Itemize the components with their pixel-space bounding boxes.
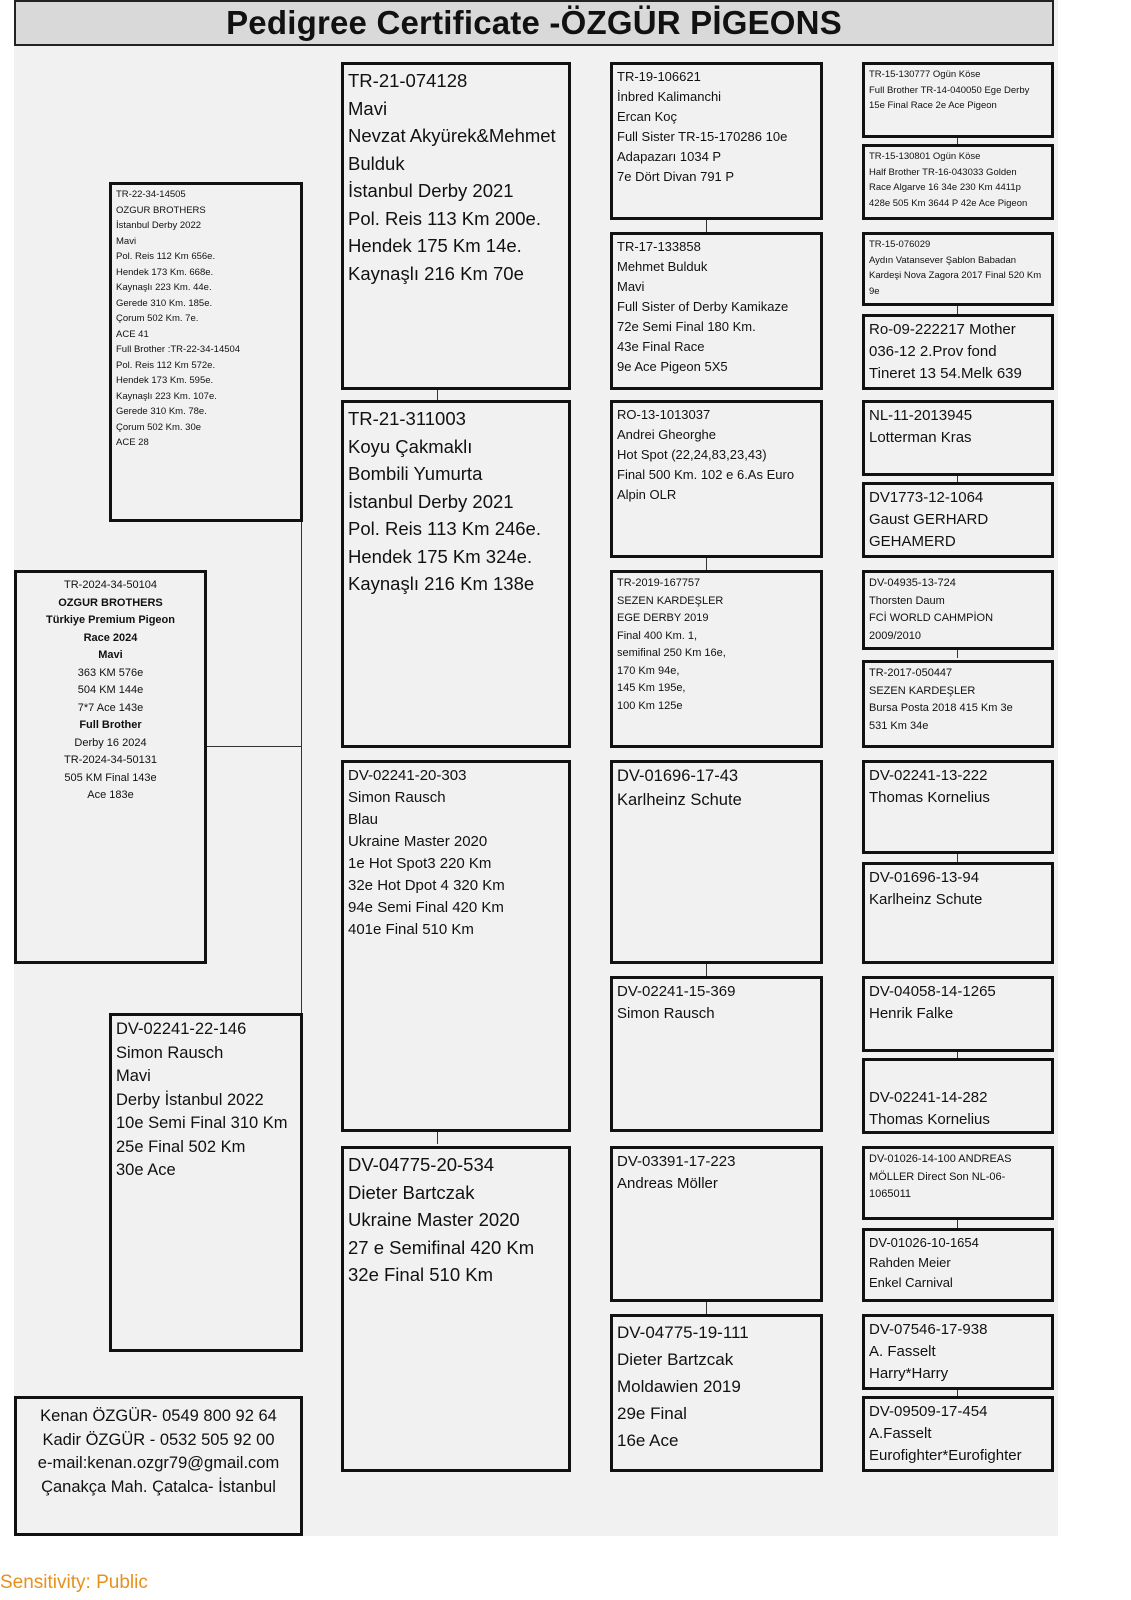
pedigree-line: Hendek 175 Km 14e. xyxy=(348,235,522,256)
pedigree-line: Race 2024 xyxy=(83,631,138,644)
pedigree-line: Thomas Kornelius xyxy=(869,1111,990,1128)
pedigree-line: Kaynaşlı 216 Km 138e xyxy=(348,573,535,594)
pedigree-line: Andreas Möller xyxy=(617,1175,718,1192)
gen4-box-1 xyxy=(862,62,1054,138)
gen4-box-8 xyxy=(862,660,1054,748)
gen3-box-8 xyxy=(610,1314,823,1472)
pedigree-line: Kenan ÖZGÜR- 0549 800 92 64 xyxy=(40,1407,277,1425)
pedigree-line: Gerede 310 Km. 185e. xyxy=(116,297,213,309)
pedigree-line: Mavi xyxy=(116,235,137,247)
pedigree-line: OZGUR BROTHERS xyxy=(116,204,206,216)
pedigree-line: TR-21-074128 xyxy=(348,70,468,91)
pedigree-line: ACE 28 xyxy=(116,437,149,448)
pedigree-line: 27 e Semifinal 420 Km xyxy=(348,1236,535,1258)
pedigree-line: FCİ WORLD CAHMPİON xyxy=(869,612,994,624)
pedigree-line: Alpin OLR xyxy=(617,487,677,502)
pedigree-line: Bursa Posta 2018 415 Km 3e xyxy=(869,702,1013,714)
pedigree-line: TR-19-106621 xyxy=(617,69,701,84)
pedigree-line: Hendek 173 Km. 668e. xyxy=(116,266,214,278)
pedigree-line: Harry*Harry xyxy=(869,1365,949,1382)
pedigree-line: Gerede 310 Km. 78e. xyxy=(116,406,207,417)
pedigree-line: Andrei Gheorghe xyxy=(617,427,717,442)
pedigree-line: TR-17-133858 xyxy=(617,239,701,254)
certificate-title: Pedigree Certificate -ÖZGÜR PİGEONS xyxy=(14,0,1054,46)
pedigree-line: Pol. Reis 113 Km 246e. xyxy=(348,518,541,539)
pedigree-line: DV-09509-17-454 xyxy=(869,1403,988,1420)
pedigree-line: 428e 505 Km 3644 P 42e Ace Pigeon xyxy=(869,197,1028,209)
pedigree-line: DV-04775-20-534 xyxy=(348,1154,495,1175)
pedigree-line: Kaynaşlı 223 Km. 107e. xyxy=(116,390,217,402)
pedigree-line: 170 Km 94e, xyxy=(617,664,680,677)
pedigree-line: e-mail:kenan.ozgr79@gmail.com xyxy=(37,1454,280,1472)
pedigree-line: İstanbul Derby 2021 xyxy=(348,490,514,512)
pedigree-line: Full Sister TR-15-170286 10e xyxy=(617,129,788,144)
pedigree-line: Ercan Koç xyxy=(617,109,677,124)
pedigree-line: DV-01696-17-43 xyxy=(617,767,739,785)
pedigree-line: 401e Final 510 Km xyxy=(348,921,474,938)
pedigree-line: 100 Km 125e xyxy=(617,699,683,712)
pedigree-line: DV-07546-17-938 xyxy=(869,1321,988,1338)
pedigree-line: 43e Final Race xyxy=(617,339,705,354)
pedigree-line: TR-2019-167757 xyxy=(617,577,701,589)
pedigree-line: Nevzat Akyürek&Mehmet xyxy=(348,125,556,146)
pedigree-line: Pol. Reis 113 Km 200e. xyxy=(348,207,541,229)
pedigree-line: 72e Semi Final 180 Km. xyxy=(617,319,756,334)
pedigree-line: Ukraine Master 2020 xyxy=(348,833,488,850)
pedigree-line: Half Brother TR-16-043033 Golden xyxy=(869,166,1017,178)
pedigree-line: DV-01026-14-100 ANDREAS xyxy=(869,1153,1012,1165)
pedigree-line: 1065011 xyxy=(869,1188,912,1200)
pedigree-line: Rahden Meier xyxy=(869,1255,951,1270)
pedigree-line: 25e Final 502 Km xyxy=(116,1137,246,1156)
pedigree-line: Moldawien 2019 xyxy=(617,1377,741,1396)
pedigree-line: DV-03391-17-223 xyxy=(617,1153,736,1170)
pedigree-line: EGE DERBY 2019 xyxy=(617,612,709,624)
pedigree-line: Hendek 173 Km. 595e. xyxy=(116,375,214,386)
pedigree-line: SEZEN KARDEŞLER xyxy=(617,594,724,607)
pedigree-line: Hendek 175 Km 324e. xyxy=(348,545,533,567)
pedigree-line: Çorum 502 Km. 7e. xyxy=(116,313,199,324)
gen4-box-3 xyxy=(862,232,1054,306)
pedigree-line: Bombili Yumurta xyxy=(348,463,483,484)
pedigree-line: Adapazarı 1034 P xyxy=(617,149,722,164)
pedigree-line: DV1773-12-1064 xyxy=(869,489,984,506)
pedigree-line: Türkiye Premium Pigeon xyxy=(46,614,175,626)
pedigree-line: Mavi xyxy=(348,97,388,119)
sensitivity-label: Sensitivity: Public xyxy=(0,1572,148,1593)
pedigree-line: Dieter Bartzcak xyxy=(617,1350,734,1369)
pedigree-line: DV-02241-20-303 xyxy=(348,767,467,784)
gen4-box-11 xyxy=(862,976,1054,1052)
pedigree-line: Pol. Reis 112 Km 656e. xyxy=(116,251,216,262)
pedigree-line: semifinal 250 Km 16e, xyxy=(617,647,726,659)
pedigree-line: Full Brother :TR-22-34-14504 xyxy=(116,344,241,355)
gen4-box-9 xyxy=(862,760,1054,854)
contact-box xyxy=(14,1396,303,1536)
pedigree-line: Koyu Çakmaklı xyxy=(348,435,473,457)
pedigree-line: Kaynaşlı 216 Km 70e xyxy=(348,262,524,284)
pedigree-line: Enkel Carnival xyxy=(869,1275,953,1290)
gen2-box-1 xyxy=(341,62,571,390)
gen4-box-5 xyxy=(862,400,1054,476)
pedigree-line: TR-2024-34-50104 xyxy=(64,579,157,591)
pedigree-line: Kadir ÖZGÜR - 0532 505 92 00 xyxy=(42,1430,275,1449)
gen4-box-10 xyxy=(862,862,1054,964)
pedigree-line: Dieter Bartczak xyxy=(348,1181,475,1203)
pedigree-line: A. Fasselt xyxy=(869,1343,936,1360)
pedigree-line: 32e Hot Dpot 4 320 Km xyxy=(348,877,505,894)
pedigree-line: TR-15-130801 Ogün Köse xyxy=(869,151,981,162)
pedigree-line: 145 Km 195e, xyxy=(617,682,686,694)
pedigree-line: DV-04058-14-1265 xyxy=(869,983,996,1000)
pedigree-line: Lotterman Kras xyxy=(869,429,972,446)
gen4-box-12 xyxy=(862,1058,1054,1134)
pedigree-line: 363 KM 576e xyxy=(77,666,144,679)
pedigree-line: 7*7 Ace 143e xyxy=(77,701,144,714)
pedigree-line: 94e Semi Final 420 Km xyxy=(348,899,504,916)
pedigree-line: Henrik Falke xyxy=(869,1005,954,1022)
pedigree-line: 1e Hot Spot3 220 Km xyxy=(348,855,492,872)
pedigree-line: Çorum 502 Km. 30e xyxy=(116,421,202,433)
pedigree-line: Ace 183e xyxy=(87,789,134,801)
pedigree-line: TR-15-130777 Ogün Köse xyxy=(869,69,981,80)
pedigree-line: İstanbul Derby 2022 xyxy=(116,220,202,231)
pedigree-line: Kardeşi Nova Zagora 2017 Final 520 Km xyxy=(869,270,1042,281)
gen3-box-1 xyxy=(610,62,823,220)
pedigree-line: TR-22-34-14505 xyxy=(116,189,186,200)
pedigree-line: TR-2024-34-50131 xyxy=(64,754,157,766)
pedigree-line: TR-2017-050447 xyxy=(869,667,953,679)
pedigree-line: İnbred Kalimanchi xyxy=(617,89,722,104)
pedigree-line: Thomas Kornelius xyxy=(869,789,990,806)
connector-line xyxy=(205,746,302,747)
pedigree-line: 531 Km 34e xyxy=(869,719,929,732)
pedigree-line: Mehmet Bulduk xyxy=(617,259,708,274)
pedigree-line: DV-04935-13-724 xyxy=(869,577,956,589)
pedigree-line: 15e Final Race 2e Ace Pigeon xyxy=(869,100,997,111)
pedigree-line: 505 KM Final 143e xyxy=(64,771,157,784)
pedigree-line: Eurofighter*Eurofighter xyxy=(869,1447,1022,1464)
pedigree-line: Thorsten Daum xyxy=(869,594,945,607)
pedigree-line: Karlheinz Schute xyxy=(869,891,983,908)
pedigree-line: Derby 16 2024 xyxy=(74,736,147,749)
pedigree-line: DV-04775-19-111 xyxy=(617,1323,749,1342)
gen4-box-6 xyxy=(862,482,1054,558)
gen3-box-5 xyxy=(610,760,823,964)
pedigree-line: DV-01696-13-94 xyxy=(869,869,980,886)
gen4-box-14 xyxy=(862,1228,1054,1302)
gen3-box-3 xyxy=(610,400,823,558)
pedigree-line: MÖLLER Direct Son NL-06- xyxy=(869,1170,1006,1183)
gen3-box-2 xyxy=(610,232,823,390)
gen4-box-13 xyxy=(862,1146,1054,1220)
gen4-box-16 xyxy=(862,1396,1054,1472)
pedigree-line: 10e Semi Final 310 Km xyxy=(116,1114,288,1132)
gen2-box-3 xyxy=(341,760,571,1132)
pedigree-line: 16e Ace xyxy=(617,1431,679,1450)
pedigree-line: Race Algarve 16 34e 230 Km 4411p xyxy=(869,182,1021,193)
pedigree-line: Mavi xyxy=(116,1067,151,1085)
pedigree-line: Blau xyxy=(348,811,379,828)
pedigree-line: Derby İstanbul 2022 xyxy=(116,1090,264,1109)
connector-line xyxy=(301,512,302,1014)
pedigree-line: DV-01026-10-1654 xyxy=(869,1235,979,1250)
dam-box xyxy=(109,1013,303,1352)
pedigree-line: Simon Rausch xyxy=(116,1043,224,1062)
pedigree-line: Simon Rausch xyxy=(617,1005,715,1022)
pedigree-line: 30e Ace xyxy=(116,1161,176,1179)
sibling-box xyxy=(109,182,303,522)
pedigree-line: Ukraine Master 2020 xyxy=(348,1209,520,1230)
gen2-box-4 xyxy=(341,1146,571,1472)
gen3-box-4 xyxy=(610,570,823,748)
pedigree-line: DV-02241-22-146 xyxy=(116,1020,247,1038)
pedigree-line: Gaust GERHARD xyxy=(869,511,989,528)
gen4-box-7 xyxy=(862,570,1054,650)
pedigree-line: Aydın Vatansever Şablon Babadan xyxy=(869,254,1017,266)
gen4-box-15 xyxy=(862,1314,1054,1390)
pedigree-line: Tineret 13 54.Melk 639 xyxy=(869,365,1022,382)
pedigree-line: 9e Ace Pigeon 5X5 xyxy=(617,359,728,374)
gen4-box-4 xyxy=(862,314,1054,390)
pedigree-line: ACE 41 xyxy=(116,328,149,340)
pedigree-line: Mavi xyxy=(617,279,645,294)
pedigree-line: 9e xyxy=(869,285,880,297)
pedigree-line: Çanakça Mah. Çatalca- İstanbul xyxy=(41,1477,276,1496)
pedigree-line: DV-02241-14-282 xyxy=(869,1089,988,1106)
gen2-box-2 xyxy=(341,400,571,748)
pedigree-line: Full Brother TR-14-040050 Ege Derby xyxy=(869,84,1030,96)
gen3-box-6 xyxy=(610,976,823,1132)
pedigree-line: Full Sister of Derby Kamikaze xyxy=(617,299,789,314)
pedigree-line: 036-12 2.Prov fond xyxy=(869,343,997,360)
pedigree-line: DV-02241-13-222 xyxy=(869,767,988,784)
pedigree-line: Karlheinz Schute xyxy=(617,790,742,809)
pedigree-line: Hot Spot (22,24,83,23,43) xyxy=(617,447,767,462)
pedigree-line: 504 KM 144e xyxy=(77,684,144,696)
pedigree-line: Ro-09-222217 Mother xyxy=(869,321,1016,338)
pedigree-line: Pol. Reis 112 Km 572e. xyxy=(116,359,216,371)
pedigree-line: NL-11-2013945 xyxy=(869,407,973,424)
pedigree-line: Simon Rausch xyxy=(348,789,446,806)
pedigree-line: TR-15-076029 xyxy=(869,239,931,250)
pedigree-line: 7e Dört Divan 791 P xyxy=(617,169,735,184)
pedigree-line: Final 400 Km. 1, xyxy=(617,629,698,642)
pedigree-line: Mavi xyxy=(98,649,123,661)
pedigree-line: Kaynaşlı 223 Km. 44e. xyxy=(116,282,212,293)
pedigree-line: GEHAMERD xyxy=(869,533,956,550)
pedigree-line: RO-13-1013037 xyxy=(617,407,711,422)
pedigree-line: A.Fasselt xyxy=(869,1425,932,1442)
pedigree-line: 29e Final xyxy=(617,1404,687,1423)
gen3-box-7 xyxy=(610,1146,823,1302)
pedigree-line: Bulduk xyxy=(348,152,405,174)
pedigree-line: TR-21-311003 xyxy=(348,408,466,429)
pedigree-line: 2009/2010 xyxy=(869,629,921,642)
pedigree-line: Final 500 Km. 102 e 6.As Euro xyxy=(617,467,795,482)
pedigree-line: OZGUR BROTHERS xyxy=(58,596,163,609)
pedigree-line: DV-02241-15-369 xyxy=(617,983,736,1000)
pedigree-line: İstanbul Derby 2021 xyxy=(348,180,514,201)
gen4-box-2 xyxy=(862,144,1054,220)
subject-pigeon-box xyxy=(14,570,207,964)
pedigree-line: 32e Final 510 Km xyxy=(348,1264,494,1285)
pedigree-line: SEZEN KARDEŞLER xyxy=(869,684,976,697)
pedigree-line: Full Brother xyxy=(79,719,142,731)
